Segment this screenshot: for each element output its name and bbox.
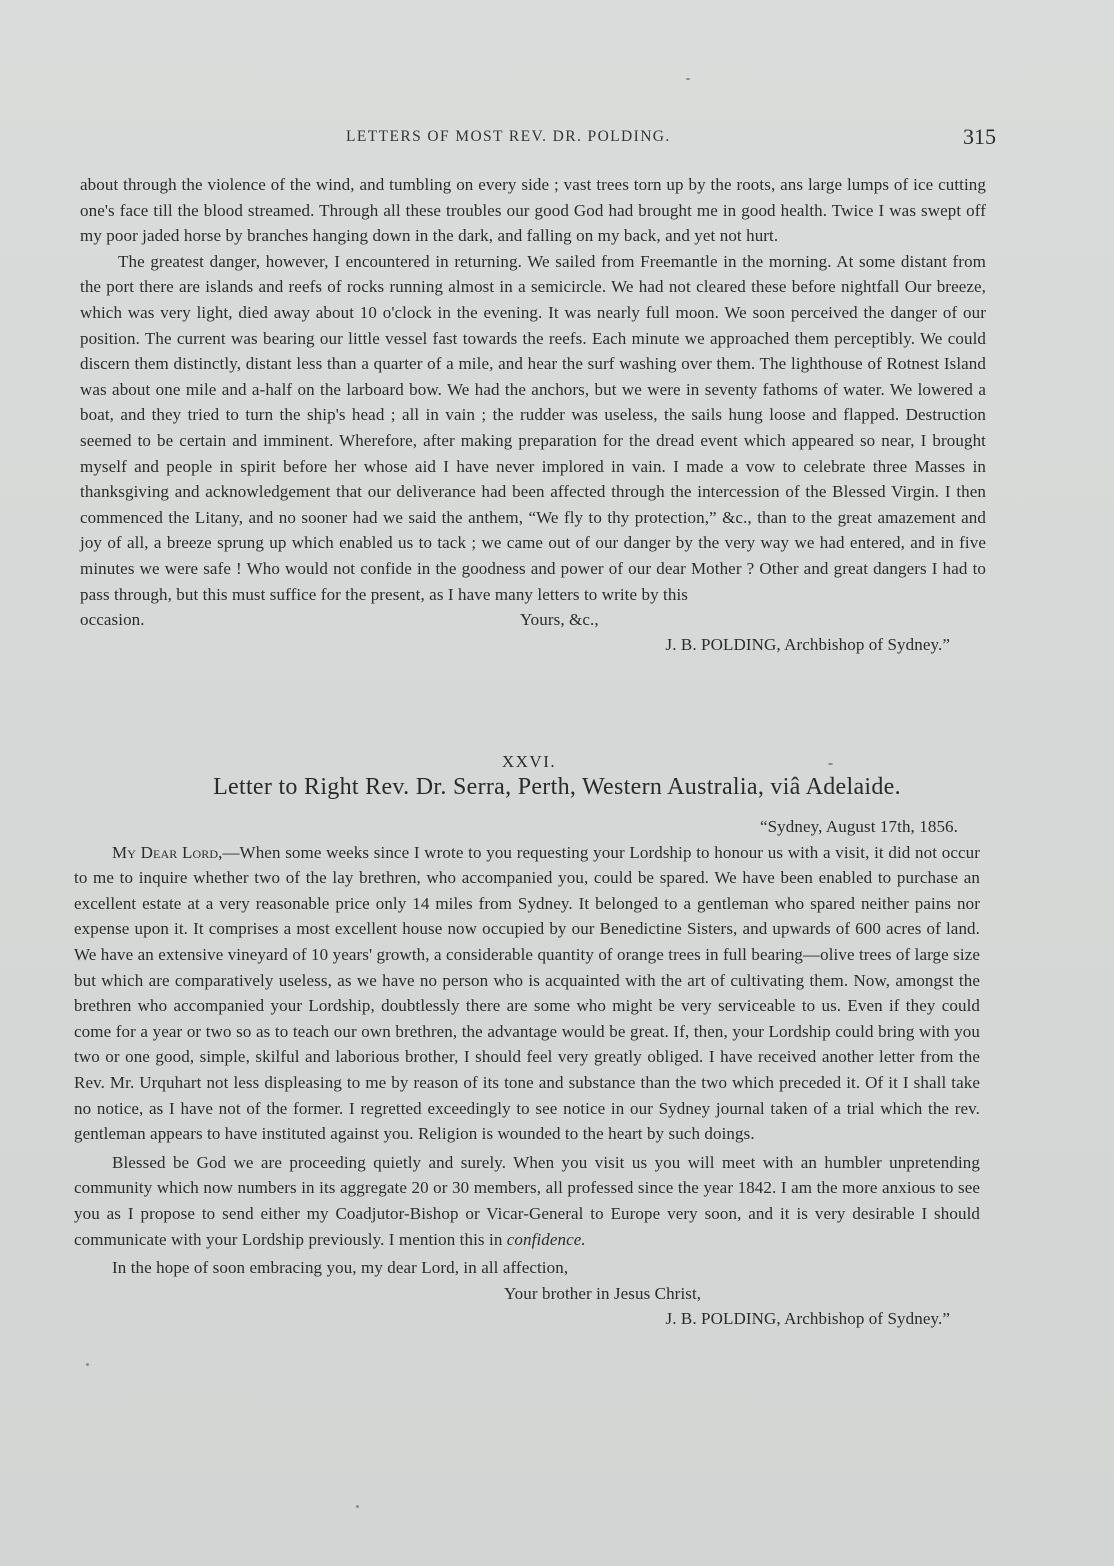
paper-speck: [686, 78, 690, 80]
paper-speck: [86, 1363, 89, 1366]
paper-speck: [356, 1505, 359, 1508]
running-head: LETTERS OF MOST REV. DR. POLDING.: [346, 128, 671, 145]
page-number: 315: [963, 124, 996, 149]
paragraph-community: [74, 1150, 980, 1252]
paper-speck: [828, 763, 833, 765]
paragraph-estate-text: —When some weeks since I wrote to you requesting your Lordship to honour us with a visit, it did not occur to me to inquire whether two of the lay brethren, who accompanied you, could be spared. We have been enabled to purchase an excellent estate at a very reasonable price only 14 miles from Sydney. It belonged to a gentleman who spared neither pains nor expense upon it. It comprises a most excellent house now occupied by our Benedictine Sisters, and upwards of 600 acres of land. We have an extensive vineyard of 10 years' growth, a considerable quantity of orange trees in full bearing—olive trees of large size but which are comparatively useless, as we have no person who is acquainted with the art of cultivating them. Now, amongst the brethren who accompanied your Lordship, doubtlessly there are some who might be very serviceable to us. Even if they could come for a year or two so as to teach our own brethren, the advantage would be great. If, then, your Lordship could bring with you two or one good, simple, skilful and laborious brother, I should feel very greatly obliged. I have received another letter from the Rev. Mr. Urquhart not less displeasing to me by reason of its tone and substance than the two which preceded it. Of it I shall take no notice, as I have not of the former. I regretted exceedingly to see notice in our Sydney journal taken of a trial which the rev. gentleman appears to have instituted against you. Religion is wounded to the heart by such doings.: [74, 842, 980, 1144]
closing-paragraph: In the hope of soon embracing you, my dear Lord, in all affection,: [112, 1258, 569, 1278]
paragraph-community-text: Blessed be God we are proceeding quietly and surely. When you visit us you will meet with an humbler unpretending community which now numbers in its aggregate 20 or 30 members, all professed since the year 1842. I am the more anxious to see you as I propose to send either my Coadjutor-Bishop or Vicar-General to Europe very soon, and it is very desirable I should communicate with your Lordship previously. I mention this in: [74, 1152, 980, 1249]
dateline: “Sydney, August 17th, 1856.: [759, 817, 958, 836]
closing-line: [80, 607, 986, 632]
last-line-fragment: occasion.: [80, 610, 145, 630]
signature-second: J. B. POLDING, Archbishop of Sydney.”: [665, 1309, 950, 1329]
confidence-word: confidence.: [506, 1229, 586, 1249]
valediction: Yours, &c.,: [520, 610, 599, 630]
letter-title: Letter to Right Rev. Dr. Serra, Perth, Western Australia, viâ Adelaide.: [213, 774, 901, 800]
signature: J. B. POLDING, Archbishop of Sydney.”: [665, 635, 950, 655]
letter-xxv-continuation: [80, 172, 986, 658]
brother-line: Your brother in Jesus Christ,: [504, 1283, 702, 1303]
letter-xxvi-body: [74, 814, 980, 1332]
salutation: My Dear Lord,: [112, 842, 223, 862]
paragraph-danger: The greatest danger, however, I encountered in returning. We sailed from Freemantle in the morning. At some distant from the port there are islands and reefs of rocks running almost in a semicircle. We had not cleared these before nightfall Our breeze, which was very light, died away about 10 o'clock in the evening. It was nearly full moon. We soon perceived the danger of our position. The current was bearing our little vessel fast towards the reefs. Each minute we approached them perceptibly. We could discern them distinctly, distant less than a quarter of a mile, and hear the surf washing over them. The lighthouse of Rotnest Island was about one mile and a-half on the larboard bow. We had the anchors, but we were in seventy fathoms of water. We lowered a boat, and they tried to turn the ship's head ; all in vain ; the rudder was useless, the sails hung loose and flapped. Destruction seemed to be certain and imminent. Wherefore, after making preparation for the dread event which appeared so near, I brought myself and people in spirit before her whose aid I have never implored in vain. I made a vow to celebrate three Masses in thanksgiving and acknowledgement that our deliverance had been affected through the intercession of the Blessed Virgin. I then commenced the Litany, and no sooner had we said the anthem, “We fly to thy protection,” &c., than to the great amazement and joy of all, a breeze sprung up which enabled us to tack ; we came out of our danger by the very way we had entered, and in five minutes we were safe ! Who would not confide in the goodness and power of our dear Mother ? Other and great dangers I had to pass through, but this must suffice for the present, as I have many letters to write by this: [80, 251, 986, 604]
page-header: [0, 124, 1114, 154]
paragraph-estate: [74, 840, 980, 1147]
letter-number: XXVI.: [501, 752, 557, 771]
paragraph-storm: about through the violence of the wind, and tumbling on every side ; vast trees torn up by the roots, ans large lumps of ice cutting one's face till the blood streamed. Through all these troubles our good God had brought me in good health. Twice I was swept off my poor jaded horse by branches hanging down in the dark, and falling on my back, and yet not hurt.: [80, 175, 986, 246]
